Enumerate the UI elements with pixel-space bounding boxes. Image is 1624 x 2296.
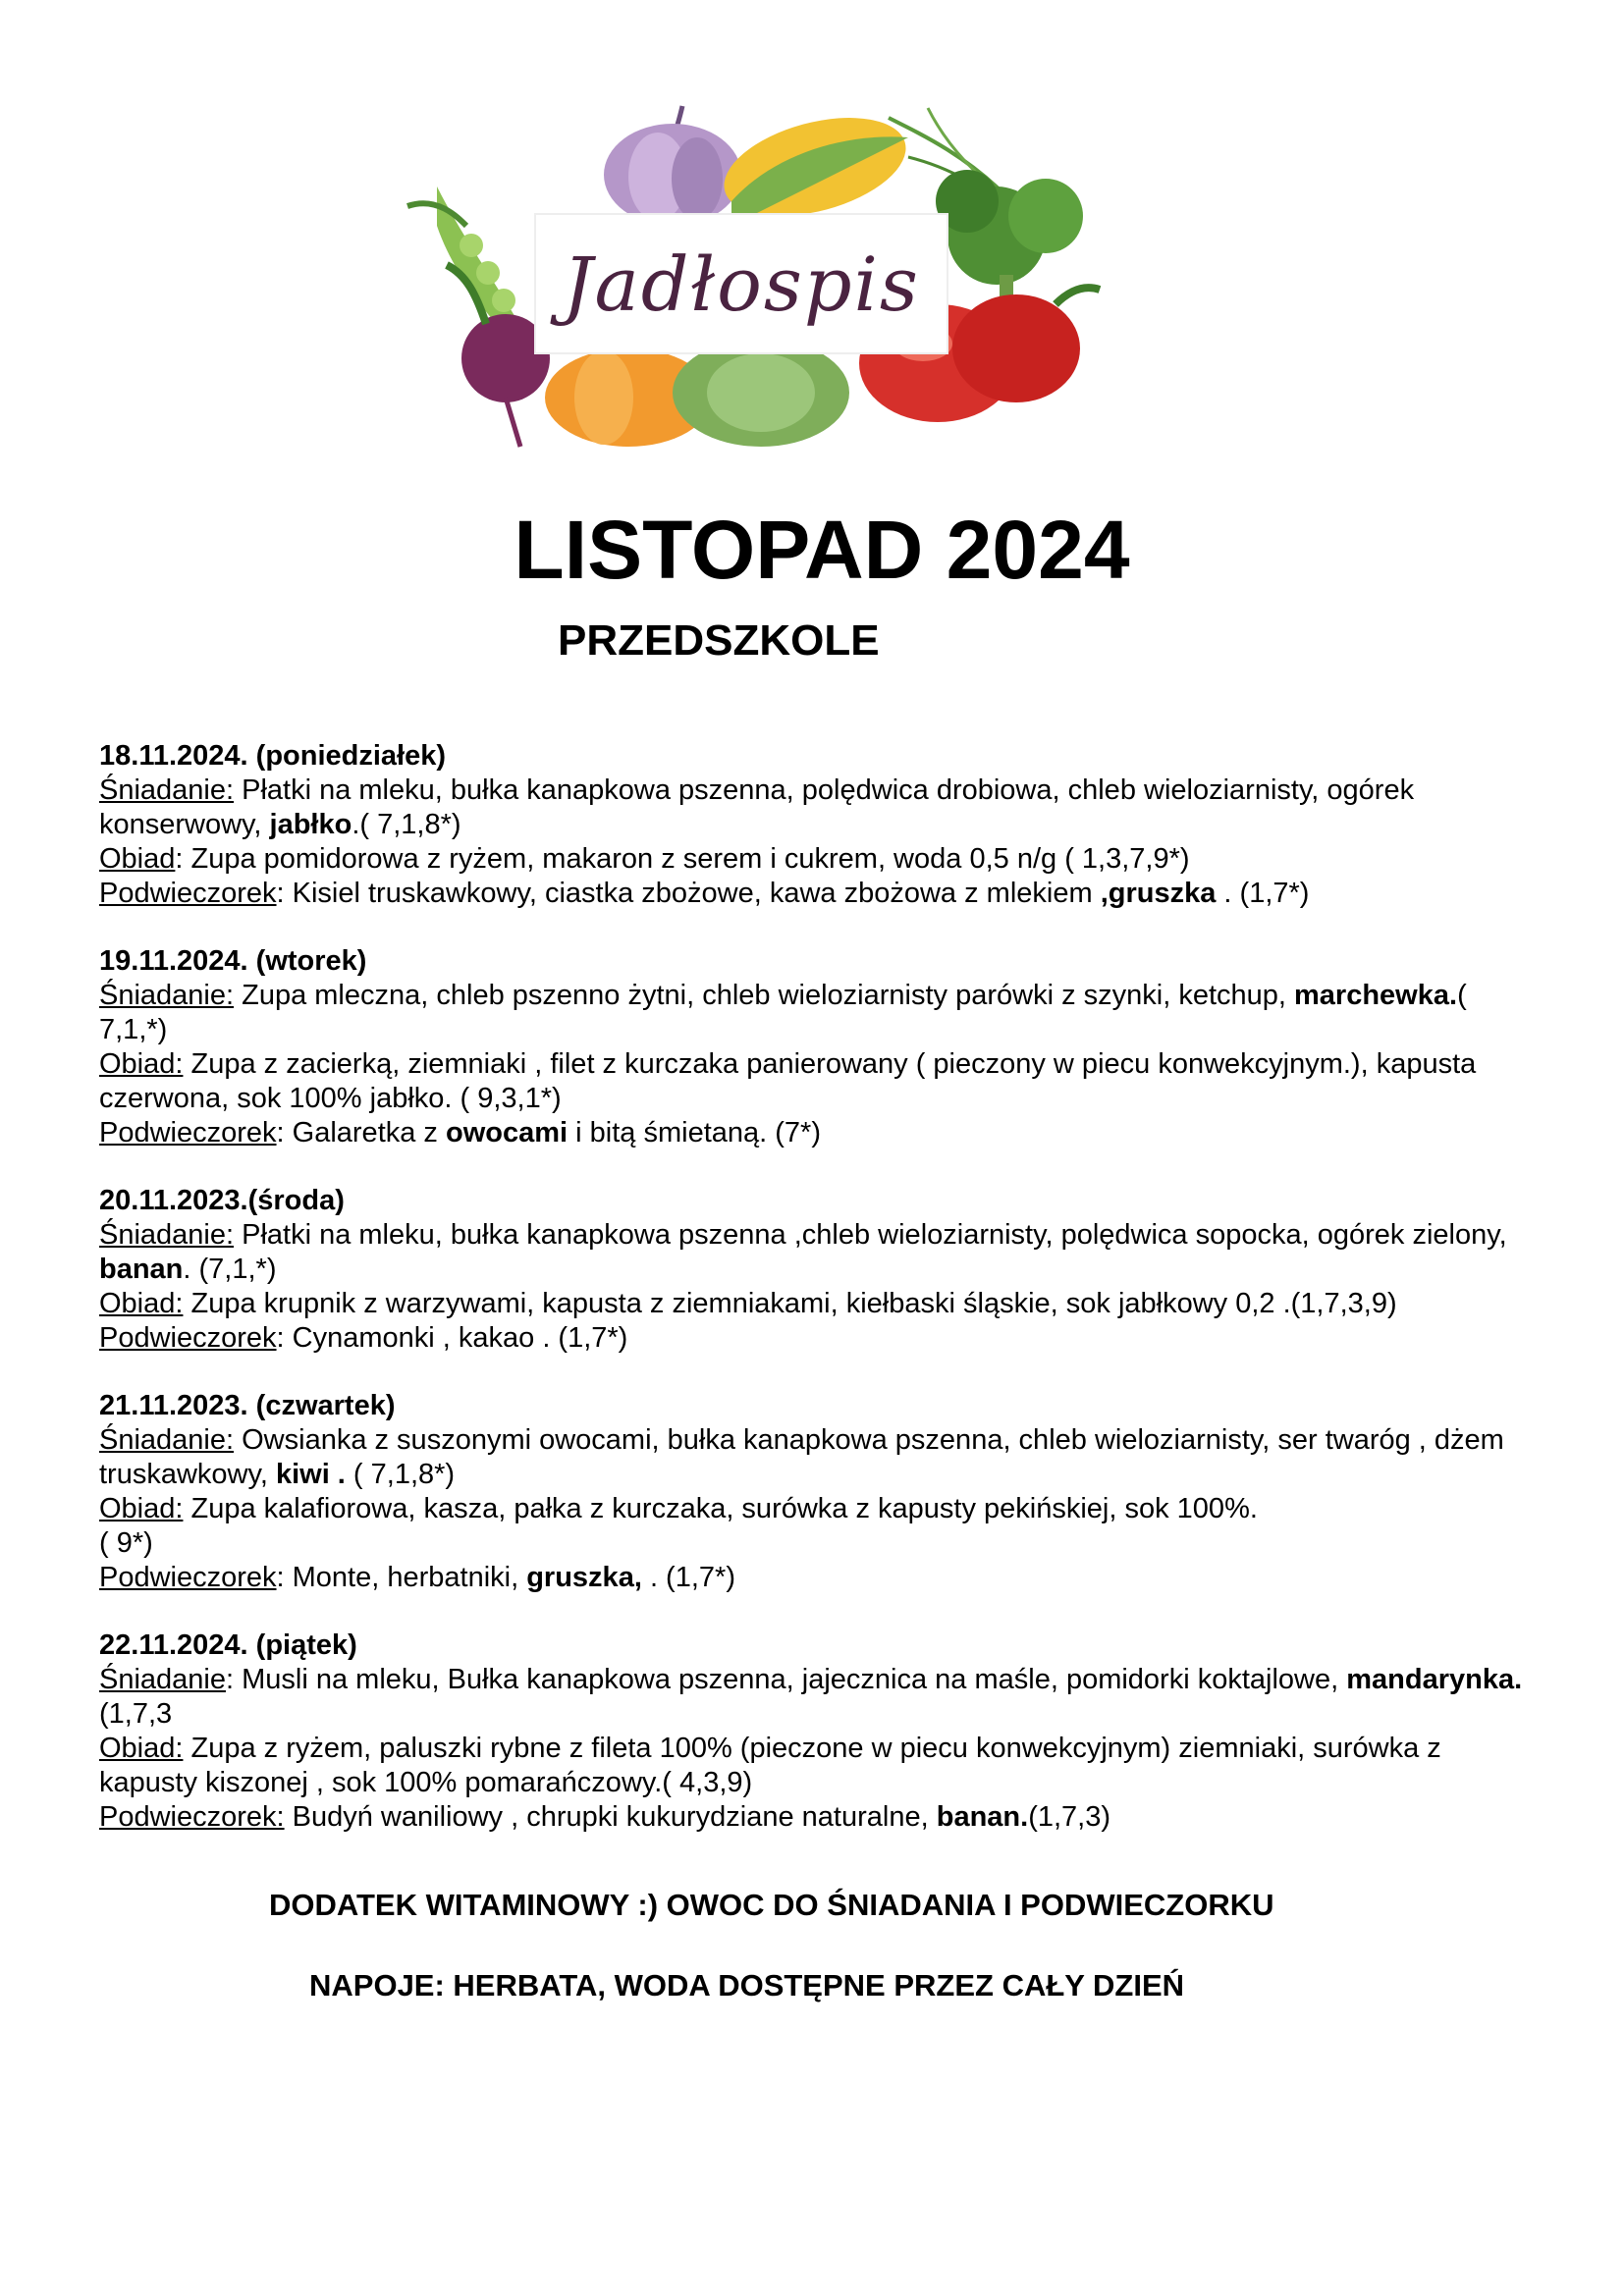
breakfast-line bbox=[99, 1218, 1543, 1287]
day-block bbox=[99, 739, 1543, 911]
breakfast-label: Śniadanie: bbox=[99, 980, 235, 1011]
day-date: 22.11.2024. (piątek) bbox=[99, 1629, 357, 1661]
allergens: .( 7,1,8*) bbox=[352, 809, 461, 840]
fruit-highlight: kiwi . bbox=[275, 1459, 346, 1490]
snack-line bbox=[99, 1321, 1543, 1356]
fruit-highlight: mandarynka. bbox=[1346, 1664, 1523, 1695]
allergens: i bitą śmietaną. (7*) bbox=[568, 1117, 821, 1148]
day-date: 21.11.2023. (czwartek) bbox=[99, 1390, 396, 1421]
banner-title: Jadłospis bbox=[563, 240, 920, 328]
lunch-text: Zupa krupnik z warzywami, kapusta z ziemniakami, kiełbaski śląskie, sok jabłkowy 0,2 .(1,7,3,9) bbox=[183, 1288, 1397, 1319]
day-block bbox=[99, 1184, 1543, 1356]
breakfast-text: : Musli na mleku, Bułka kanapkowa pszenna, jajecznica na maśle, pomidorki koktajlowe, bbox=[226, 1664, 1347, 1695]
lunch-label: Obiad: bbox=[99, 1288, 184, 1319]
day-block bbox=[99, 944, 1543, 1150]
snack-text: : Galaretka z bbox=[276, 1117, 446, 1148]
breakfast-text: Zupa mleczna, chleb pszenno żytni, chleb wieloziarnisty parówki z szynki, ketchup, bbox=[234, 980, 1295, 1011]
snack-line bbox=[99, 1116, 1543, 1150]
day-date: 19.11.2024. (wtorek) bbox=[99, 945, 367, 977]
breakfast-label: Śniadanie: bbox=[99, 1219, 235, 1251]
lunch-text: : Zupa pomidorowa z ryżem, makaron z serem i cukrem, woda 0,5 n/g ( 1,3,7,9*) bbox=[175, 843, 1190, 875]
lunch-line bbox=[99, 842, 1543, 877]
snack-text: Budyń waniliowy , chrupki kukurydziane naturalne, bbox=[284, 1801, 937, 1833]
lunch-label: Obiad: bbox=[99, 1733, 184, 1764]
snack-line bbox=[99, 877, 1543, 911]
breakfast-line bbox=[99, 979, 1543, 1047]
snack-label: Podwieczorek bbox=[99, 878, 277, 909]
day-date: 20.11.2023.(środa) bbox=[99, 1185, 345, 1216]
breakfast-line bbox=[99, 1663, 1543, 1732]
fruit-highlight: banan bbox=[99, 1254, 184, 1285]
fruit-highlight: owocami bbox=[446, 1117, 568, 1148]
lunch-text: Zupa z zacierką, ziemniaki , filet z kurczaka panierowany ( pieczony w piecu konwekcyjnym.), kapusta czerwona, sok 100% jabłko. ( 9,3,1*) bbox=[99, 1048, 1477, 1114]
breakfast-line bbox=[99, 1423, 1543, 1492]
breakfast-label: Śniadanie bbox=[99, 1664, 226, 1695]
day-date: 18.11.2024. (poniedziałek) bbox=[99, 740, 447, 772]
lunch-allergens-line: ( 9*) bbox=[99, 1527, 153, 1559]
lunch-text: Zupa z ryżem, paluszki rybne z fileta 100% (pieczone w piecu konwekcyjnym) ziemniaki, surówka z kapusty kiszonej , sok 100% pomarańczowy.( 4,3,9) bbox=[99, 1733, 1441, 1798]
artichoke-icon bbox=[673, 339, 849, 447]
lunch-line bbox=[99, 1287, 1543, 1321]
page-subtitle: PRZEDSZKOLE bbox=[558, 616, 880, 665]
fruit-highlight: marchewka. bbox=[1294, 980, 1458, 1011]
allergens: (1,7,3) bbox=[1028, 1801, 1111, 1833]
lunch-label: Obiad: bbox=[99, 1493, 184, 1524]
snack-line bbox=[99, 1800, 1543, 1835]
page-title: LISTOPAD 2024 bbox=[514, 504, 1130, 596]
snack-label: Podwieczorek bbox=[99, 1562, 277, 1593]
snack-text: : Kisiel truskawkowy, ciastka zbożowe, kawa zbożowa z mlekiem bbox=[276, 878, 1101, 909]
allergens: ( 7,1,*) bbox=[99, 980, 1467, 1045]
allergens: (1,7,3 bbox=[99, 1698, 173, 1730]
lunch-label: Obiad: bbox=[99, 1048, 184, 1080]
breakfast-label: Śniadanie: bbox=[99, 1424, 235, 1456]
lunch-text: Zupa kalafiorowa, kasza, pałka z kurczaka, surówka z kapusty pekińskiej, sok 100%. bbox=[183, 1493, 1258, 1524]
breakfast-text: Płatki na mleku, bułka kanapkowa pszenna, polędwica drobiowa, chleb wieloziarnisty, ogórek konserwowy, bbox=[99, 774, 1415, 840]
day-block bbox=[99, 1389, 1543, 1595]
lunch-line bbox=[99, 1492, 1543, 1526]
breakfast-text: Owsianka z suszonymi owocami, bułka kanapkowa pszenna, chleb wieloziarnisty, ser twaróg , dżem truskawkowy, bbox=[99, 1424, 1504, 1490]
breakfast-text: Płatki na mleku, bułka kanapkowa pszenna ,chleb wieloziarnisty, polędwica sopocka, ogórek zielony, bbox=[234, 1219, 1507, 1251]
snack-text: : Cynamonki , kakao . (1,7*) bbox=[276, 1322, 628, 1354]
snack-line bbox=[99, 1561, 1543, 1595]
drinks-note: NAPOJE: HERBATA, WODA DOSTĘPNE PRZEZ CAŁY DZIEŃ bbox=[309, 1968, 1185, 2002]
day-block bbox=[99, 1629, 1543, 1835]
fruit-highlight: ,gruszka bbox=[1100, 878, 1217, 909]
fruit-highlight: jabłko bbox=[269, 809, 352, 840]
fruit-highlight: banan. bbox=[936, 1801, 1029, 1833]
breakfast-label: Śniadanie: bbox=[99, 774, 235, 806]
vitamin-note: DODATEK WITAMINOWY :) OWOC DO ŚNIADANIA I PODWIECZORKU bbox=[269, 1888, 1274, 1922]
snack-label: Podwieczorek bbox=[99, 1117, 277, 1148]
fruit-highlight: gruszka, bbox=[526, 1562, 642, 1593]
allergens: . (1,7*) bbox=[641, 1562, 735, 1593]
allergens: . (7,1,*) bbox=[183, 1254, 277, 1285]
lunch-line bbox=[99, 1732, 1543, 1800]
jadlospis-banner bbox=[378, 98, 1164, 452]
snack-label: Podwieczorek: bbox=[99, 1801, 285, 1833]
lunch-line bbox=[99, 1047, 1543, 1116]
snack-label: Podwieczorek bbox=[99, 1322, 277, 1354]
allergens: ( 7,1,8*) bbox=[345, 1459, 456, 1490]
snack-text: : Monte, herbatniki, bbox=[276, 1562, 527, 1593]
breakfast-line bbox=[99, 774, 1543, 842]
allergens: . (1,7*) bbox=[1216, 878, 1310, 909]
menu-list bbox=[99, 739, 1543, 1868]
lunch-label: Obiad bbox=[99, 843, 176, 875]
